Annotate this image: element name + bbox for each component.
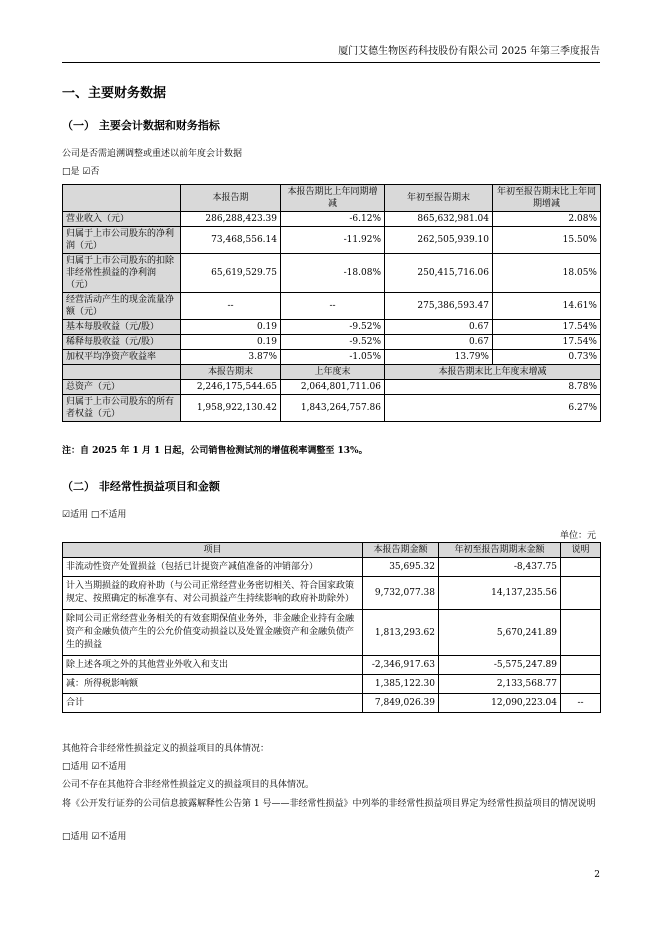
cell: 14.61% [493,293,601,320]
cell: 17.54% [493,335,601,350]
cell: -- [281,293,385,320]
header-cell: 本报告期末比上年度末增减 [385,365,601,380]
cell: -18.08% [281,254,385,293]
cell: -5,575,247.89 [439,656,561,675]
table-row [63,577,601,610]
row-label: 计入当期损益的政府补助（与公司正常经营业务密切相关、符合国家政策规定、按照确定的标准享有、对公司损益产生持续影响的政府补助除外） [63,577,363,610]
non-recurring-table [62,542,601,713]
cell: -1.05% [281,350,385,365]
cell: 15.50% [493,227,601,254]
apply-options: ☑适用 □不适用 [62,510,127,520]
cell: -- [181,293,281,320]
cell: 0.67 [385,320,493,335]
cell: -9.52% [281,335,385,350]
header-cell: 本报告期金额 [363,543,439,558]
header-cell: 年初至报告期末 [385,185,493,212]
other-items-options: □适用 ☑不适用 [62,762,127,772]
cell: -11.92% [281,227,385,254]
section-title-financial-data: 一、主要财务数据 [62,86,167,101]
table-row-total [63,694,601,713]
cell: -2,346,917.63 [363,656,439,675]
table-row [63,395,601,422]
row-label: 加权平均净资产收益率 [63,350,181,365]
cell: 13.79% [385,350,493,365]
cell: 17.54% [493,320,601,335]
cell: 7,849,026.39 [363,694,439,713]
cell: 0.73% [493,350,601,365]
key-financial-table [62,184,601,422]
table-row [63,254,601,293]
row-label: 稀释每股收益（元/股） [63,335,181,350]
explanation-question: 将《公开发行证券的公司信息披露解释性公告第 1 号——非经常性损益》中列举的非经常性损益项目界定为经常性损益项目的情况说明 [62,799,596,809]
row-label: 归属于上市公司股东的扣除非经常性损益的净利润（元） [63,254,181,293]
table-row [63,320,601,335]
cell: 0.67 [385,335,493,350]
cell: 0.19 [181,335,281,350]
row-label: 归属于上市公司股东的所有者权益（元） [63,395,181,422]
row-label: 经营活动产生的现金流量净额（元） [63,293,181,320]
cell: -6.12% [281,212,385,227]
cell: 250,415,716.06 [385,254,493,293]
table-row [63,350,601,365]
table-subheader-row [63,365,601,380]
cell: 1,813,293.62 [363,610,439,656]
cell: 0.19 [181,320,281,335]
cell: 65,619,529.75 [181,254,281,293]
cell [561,558,601,577]
cell: 35,695.32 [363,558,439,577]
cell: 5,670,241.89 [439,610,561,656]
row-label: 归属于上市公司股东的净利润（元） [63,227,181,254]
header-cell: 说明 [561,543,601,558]
row-label: 总资产（元） [63,380,181,395]
row-label: 合计 [63,694,363,713]
subsection-title-non-recurring: （二） 非经常性损益项目和金额 [62,480,220,493]
table-header-row [63,543,601,558]
header-cell: 上年度末 [281,365,385,380]
cell: 2,133,568.77 [439,675,561,694]
cell [561,675,601,694]
cell: -9.52% [281,320,385,335]
page-number: 2 [594,870,600,880]
table-row [63,675,601,694]
cell: 3.87% [181,350,281,365]
cell: 9,732,077.38 [363,577,439,610]
header-title: 厦门艾德生物医药科技股份有限公司 2025 年第三季度报告 [338,46,600,57]
cell: 73,468,556.14 [181,227,281,254]
table-row [63,380,601,395]
row-label: 非流动性资产处置损益（包括已计提资产减值准备的冲销部分） [63,558,363,577]
header-cell: 本报告期末 [181,365,281,380]
row-label: 减：所得税影响额 [63,675,363,694]
cell: 18.05% [493,254,601,293]
cell: 12,090,223.04 [439,694,561,713]
table-row [63,610,601,656]
cell: -- [561,694,601,713]
cell: 6.27% [385,395,601,422]
table-row [63,656,601,675]
header-cell: 项目 [63,543,363,558]
cell: 275,386,593.47 [385,293,493,320]
subsection-title-key-data: （一） 主要会计数据和财务指标 [62,119,220,132]
row-label: 基本每股收益（元/股） [63,320,181,335]
cell: 2,064,801,711.06 [281,380,385,395]
cell: 262,505,939.10 [385,227,493,254]
cell: 1,958,922,130.42 [181,395,281,422]
header-cell: 年初至报告期末比上年同期增减 [493,185,601,212]
restate-question: 公司是否需追溯调整或重述以前年度会计数据 [62,149,243,159]
header-cell: 本报告期比上年同期增减 [281,185,385,212]
unit-label: 单位：元 [559,531,596,541]
cell: 14,137,235.56 [439,577,561,610]
explanation-options: □适用 ☑不适用 [62,832,127,842]
row-label: 除上述各项之外的其他营业外收入和支出 [63,656,363,675]
cell [561,610,601,656]
cell [561,656,601,675]
table-note: 注：自 2025 年 1 月 1 日起，公司销售检测试剂的增值税率调整至 13%。 [62,446,368,456]
header-cell [63,365,181,380]
cell: -8,437.75 [439,558,561,577]
header-cell: 本报告期 [181,185,281,212]
table-row [63,212,601,227]
other-items-question: 其他符合非经常性损益定义的损益项目的具体情况： [62,744,270,754]
row-label: 除同公司正常经营业务相关的有效套期保值业务外，非金融企业持有金融资产和金融负债产生的公允价值变动损益以及处置金融资产和金融负债产生的损益 [63,610,363,656]
cell: 8.78% [385,380,601,395]
table-header-row [63,185,601,212]
restate-options: □是 ☑否 [62,167,100,177]
table-row [63,558,601,577]
cell: 1,843,264,757.86 [281,395,385,422]
header-cell: 年初至报告期期末金额 [439,543,561,558]
table-row [63,293,601,320]
table-row [63,335,601,350]
cell: 865,632,981.04 [385,212,493,227]
cell: 2,246,175,544.65 [181,380,281,395]
cell [561,577,601,610]
page-header [62,44,600,63]
header-cell [63,185,181,212]
cell: 1,385,122.30 [363,675,439,694]
cell: 2.08% [493,212,601,227]
other-items-statement: 公司不存在其他符合非经常性损益定义的损益项目的具体情况。 [62,780,315,790]
table-row [63,227,601,254]
row-label: 营业收入（元） [63,212,181,227]
cell: 286,288,423.39 [181,212,281,227]
